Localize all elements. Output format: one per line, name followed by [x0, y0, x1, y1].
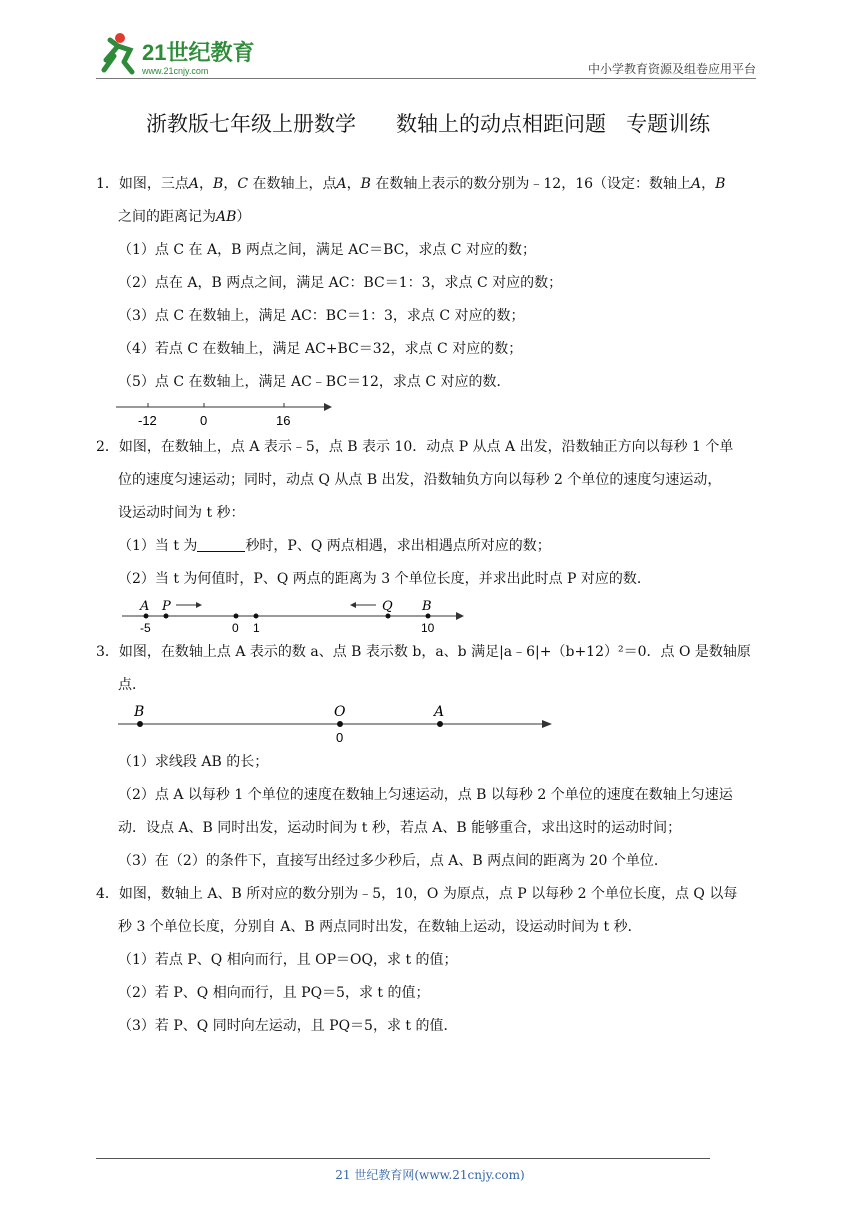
tick-label: 16	[276, 413, 291, 428]
tick-label: 0	[232, 621, 239, 635]
page-title: 浙教版七年级上册数学 数轴上的动点相距问题 专题训练	[146, 112, 711, 136]
tick-label: 0	[336, 730, 344, 745]
question-1-number-line	[96, 399, 336, 429]
site-logo	[96, 30, 266, 80]
question-3-part-3: （3）在（2）的条件下，直接写出经过多少秒后，点 A、B 两点间的距离为 20 个单位．	[118, 853, 668, 869]
question-4-stem: 4．如图，数轴上 A、B 所对应的数分别为﹣5，10，O 为原点，点 P 以每秒 2 个单位长度，点 Q 以每 秒 3 个单位长度，分别自 A、B 两点同时出发，在数轴上运动，设运动时间为 t 秒．	[96, 886, 738, 935]
question-2-stem: 2．如图，在数轴上，点 A 表示﹣5，点 B 表示 10．动点 P 从点 A 出发，沿数轴正方向以每秒 1 个单 位的速度匀速运动；同时，动点 Q 从点 B 出发，沿数轴负方向以每秒 2 个单位的速度匀速运动， 设运动时间为 t 秒：	[96, 439, 734, 521]
question-1-part-1: （1）点 C 在 A，B 两点之间，满足 AC＝BC，求点 C 对应的数；	[118, 242, 536, 258]
question-4-part-2: （2）若 P、Q 相向而行，且 PQ＝5，求 t 的值；	[118, 985, 430, 1001]
tick-label: 1	[253, 621, 260, 635]
question-2-number-line	[96, 596, 476, 636]
tick-label: 10	[421, 621, 435, 635]
header-divider	[96, 78, 756, 79]
question-3-stem: 3．如图，在数轴上点 A 表示的数 a、点 B 表示数 b，a、b 满足|a﹣6|+（b+12）²＝0．点 O 是数轴原 点．	[96, 644, 751, 693]
footer-text: 21 世纪教育网(www.21cnjy.com)	[335, 1168, 525, 1182]
question-2-part-2: （2）当 t 为何值时，P、Q 两点的距离为 3 个单位长度，并求出此时点 P 对应的数．	[118, 571, 651, 587]
question-4	[96, 878, 776, 1043]
logo-head-icon	[115, 33, 125, 43]
point-label: P	[162, 599, 171, 614]
logo-text: 21世纪教育	[142, 40, 255, 65]
question-4-part-1: （1）若点 P、Q 相向而行，且 OP＝OQ，求 t 的值；	[118, 952, 458, 968]
point-label: O	[334, 704, 346, 720]
tick-label: 0	[200, 413, 208, 428]
point-label: B	[134, 704, 145, 720]
header-slogan: 中小学教育资源及组卷应用平台	[587, 62, 756, 76]
question-2	[96, 431, 776, 636]
question-list	[96, 168, 776, 1043]
question-1-part-2: （2）点在 A，B 两点之间，满足 AC：BC＝1：3，求点 C 对应的数；	[118, 275, 563, 291]
question-4-part-3: （3）若 P、Q 同时向左运动，且 PQ＝5，求 t 的值．	[118, 1018, 458, 1034]
question-1	[96, 168, 776, 429]
question-3-number-line	[96, 702, 566, 746]
question-3-part-2: （2）点 A 以每秒 1 个单位的速度在数轴上匀速运动，点 B 以每秒 2 个单位的速度在数轴上匀速运 动．设点 A、B 同时出发，运动时间为 t 秒，若点 A、B 能够重合，求出这时的运动时间；	[118, 787, 733, 836]
question-1-stem: 1．如图，三点A，B，C 在数轴上，点A，B 在数轴上表示的数分别为﹣12，16（设定：数轴上A，B 之间的距离记为AB）	[96, 176, 726, 225]
point-label: B	[422, 599, 432, 614]
answer-blank[interactable]	[197, 537, 245, 552]
point-label: Q	[382, 599, 393, 614]
tick-label: -5	[140, 621, 151, 635]
point-label: A	[434, 704, 445, 720]
question-3	[96, 636, 776, 878]
question-3-part-1: （1）求线段 AB 的长；	[118, 754, 269, 770]
footer-divider	[96, 1158, 710, 1159]
logo-url: www.21cnjy.com	[142, 66, 209, 76]
question-1-part-4: （4）若点 C 在数轴上，满足 AC+BC＝32，求点 C 对应的数；	[118, 341, 523, 357]
point-label: A	[140, 599, 150, 614]
question-1-part-3: （3）点 C 在数轴上，满足 AC：BC＝1：3，求点 C 对应的数；	[118, 308, 525, 324]
question-1-part-5: （5）点 C 在数轴上，满足 AC﹣BC＝12，求点 C 对应的数．	[118, 374, 511, 390]
question-2-part-1: （1）当 t 为 秒时，P、Q 两点相遇，求出相遇点所对应的数；	[118, 538, 551, 554]
tick-label: -12	[138, 413, 157, 428]
